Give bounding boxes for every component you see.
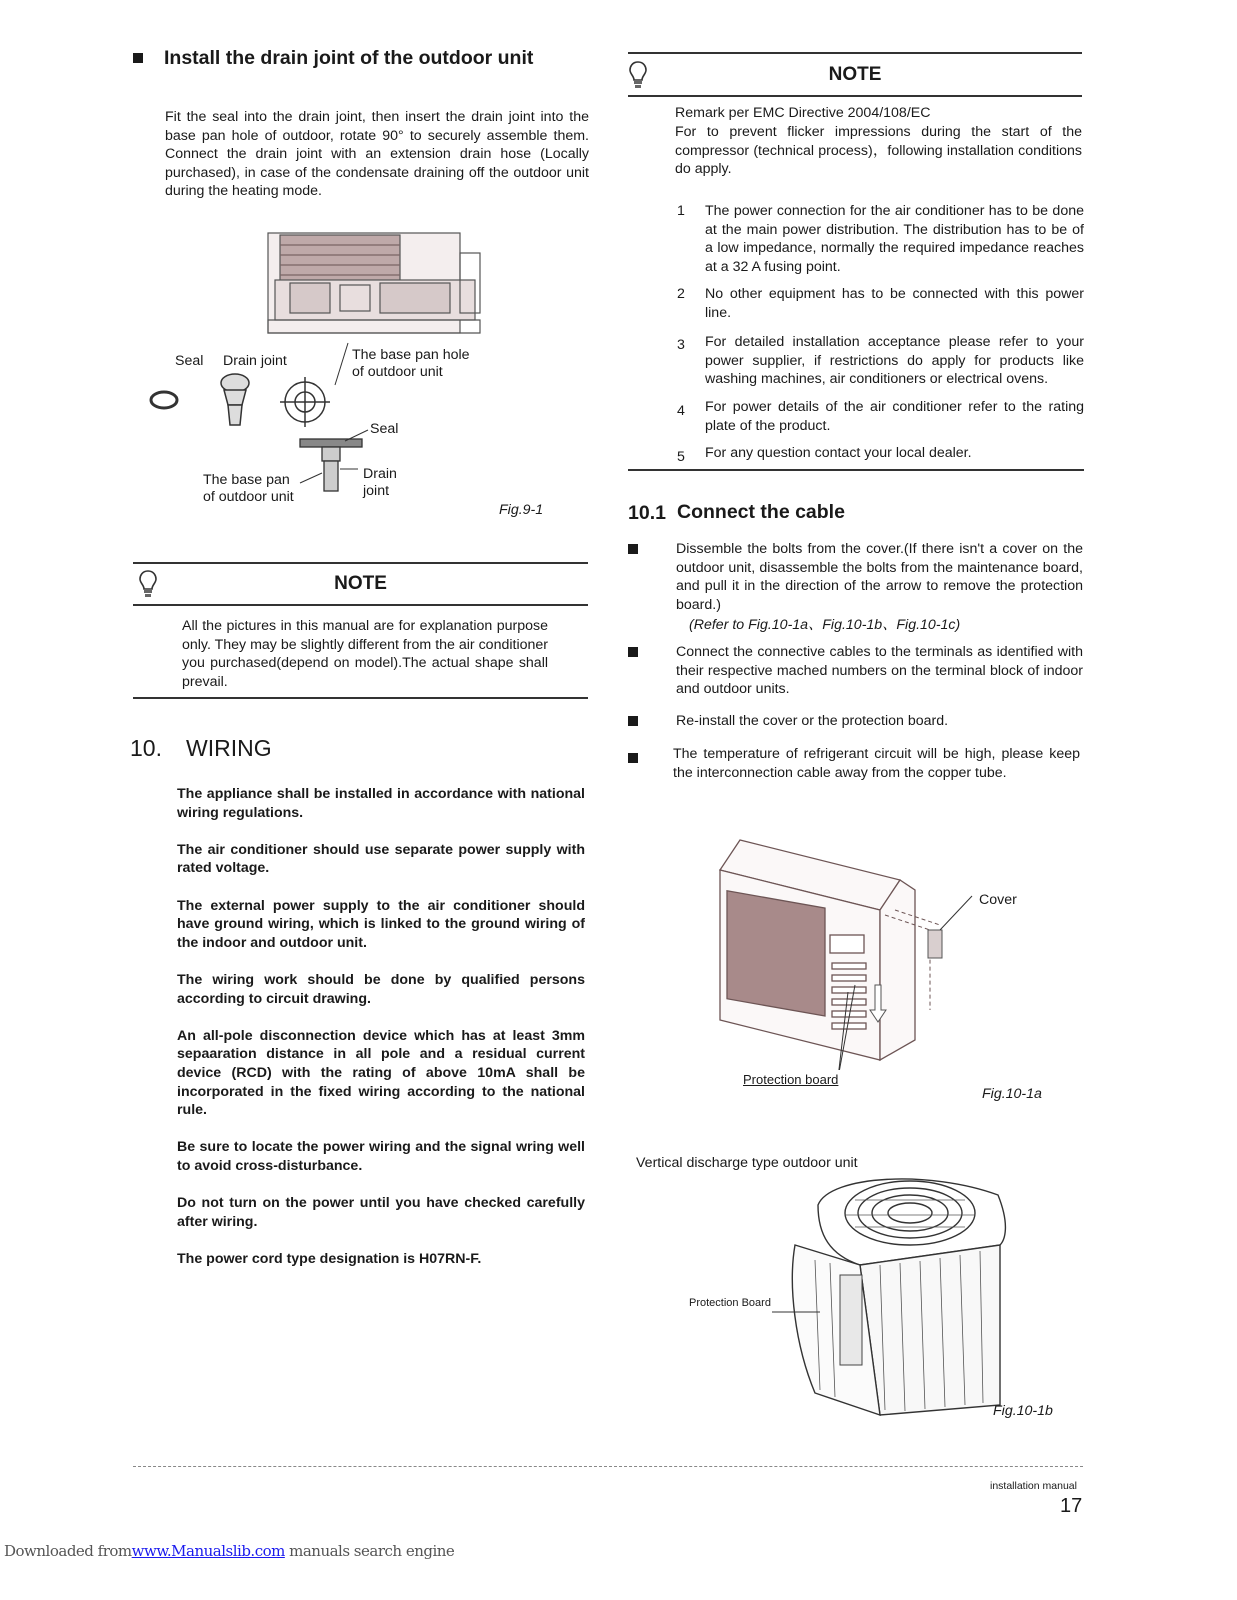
left-note-title: NOTE (334, 573, 387, 594)
note-item-text: No other equipment has to be connected with this power line. (705, 286, 1084, 321)
fig10a-caption: Fig.10-1a (982, 1086, 1042, 1102)
fig10b-caption: Fig.10-1b (993, 1403, 1053, 1419)
wiring-paragraphs (177, 785, 585, 1287)
fig10a-label-protection-board: Protection board (743, 1072, 839, 1087)
wiring-paragraph: The appliance shall be installed in accordance with national wiring regulations. (177, 786, 585, 821)
downloaded-from-text: Downloaded from (4, 1542, 132, 1560)
fig-10-1a-outdoor-unit-illustration (700, 830, 1000, 1070)
note-item-text: For any question contact your local dealer. (705, 445, 972, 461)
fig9-caption: Fig.9-1 (499, 502, 544, 518)
cable-item-text: Dissemble the bolts from the cover.(If there isn't a cover on the outdoor unit, disassemble the bolts from the maintenance board, and pull it in the direction of the arrow to remove the protection board.) (676, 541, 1083, 613)
wiring-paragraph: An all-pole disconnection device which has at least 3mm sepaaration distance in all pole and a residual current device (RCD) with the rating of above 10mA shall be incorporated in the fixed wiring according to the national rule. (177, 1027, 585, 1119)
fig10a-label-cover: Cover (979, 892, 1017, 908)
cable-item-text: Connect the connective cables to the terminals as identified with their respective mached numbers on the terminal block of indoor and outdoor units. (676, 644, 1083, 698)
fig-10-1b-vertical-unit-illustration (680, 1165, 1040, 1425)
left-note-text: All the pictures in this manual are for explanation purpose only. They may be slightly different from the air conditioner you purchased(depend on model).The actual shape shall prevail. (182, 618, 548, 690)
bullet-square (628, 647, 638, 657)
note-item-text: For power details of the air conditioner refer to the rating plate of the product. (705, 399, 1084, 434)
right-note-intro-2: For to prevent flicker impressions during the start of the compressor (technical process)，following installation conditions do apply. (675, 124, 1082, 178)
left-note-bottom-rule (133, 697, 588, 699)
fig10b-title: Vertical discharge type outdoor unit (636, 1155, 858, 1171)
footer-manual-label: installation manual (990, 1480, 1077, 1492)
note-item-number: 4 (677, 403, 685, 419)
left-note-mid-rule (133, 604, 588, 606)
bullet-square (628, 753, 638, 763)
fig9-label-base-pan-hole-1: The base pan hole (352, 347, 470, 363)
bullet-square (628, 716, 638, 726)
drain-joint-paragraph: Fit the seal into the drain joint, then insert the drain joint into the base pan hole of outdoor, rotate 90° to securely assemble them. Connect the drain joint with an extension drain hose (Locally purchased), in case of the condensate draining off the outdoor unit during the heating mode. (165, 109, 589, 200)
note-item-text: For detailed installation acceptance please refer to your power supplier, if restrictions do apply for products like washing machines, air conditioners or electrical ovens. (705, 334, 1084, 388)
cable-section-number: 10.1 (628, 502, 666, 524)
note-item-number: 2 (677, 286, 685, 302)
bullet-square (628, 544, 638, 554)
left-note-top-rule (133, 562, 588, 564)
fig9-label-seal-2: Seal (370, 421, 399, 437)
right-note-intro: Remark per EMC Directive 2004/108/EC (675, 105, 931, 121)
note-item-number: 3 (677, 337, 685, 353)
cable-item-reference: (Refer to Fig.10-1a、Fig.10-1b、Fig.10-1c) (689, 617, 961, 633)
wiring-paragraph: The external power supply to the air conditioner should have ground wiring, which is linked to the ground wiring of the indoor and outdoor unit. (177, 897, 585, 951)
fig10b-label-protection-board: Protection Board (689, 1297, 771, 1309)
section-heading-drain-joint: Install the drain joint of the outdoor unit (164, 47, 534, 69)
right-note-mid-rule (628, 95, 1082, 97)
fig9-label-base-pan-2: of outdoor unit (203, 489, 294, 505)
wiring-paragraph: The wiring work should be done by qualified persons according to circuit drawing. (177, 971, 585, 1007)
wiring-paragraph: The power cord type designation is H07RN-F. (177, 1250, 482, 1267)
cable-section-title: Connect the cable (677, 501, 845, 523)
fig9-label-seal: Seal (175, 353, 204, 369)
search-engine-text: manuals search engine (284, 1542, 455, 1560)
fig9-label-base-pan-1: The base pan (203, 472, 290, 488)
fig9-label-drain-1: Drain (363, 466, 397, 482)
fig9-label-drain-joint: Drain joint (223, 353, 287, 369)
downloaded-from-line (4, 1542, 454, 1560)
note-item-number: 1 (677, 203, 685, 219)
heading-bullet (133, 53, 143, 63)
right-note-bottom-rule (628, 469, 1084, 471)
page-number: 17 (1060, 1495, 1083, 1517)
right-note-top-rule (628, 52, 1082, 54)
wiring-section-number: 10. (130, 735, 162, 761)
wiring-paragraph: The air conditioner should use separate power supply with rated voltage. (177, 841, 585, 877)
fig9-label-drain-2: joint (363, 483, 390, 499)
right-note-title: NOTE (828, 64, 882, 85)
wiring-paragraph: Do not turn on the power until you have checked carefully after wiring. (177, 1195, 585, 1230)
wiring-paragraph: Be sure to locate the power wiring and the signal wring well to avoid cross-disturbance. (177, 1139, 585, 1174)
footer-dashed-rule (133, 1466, 1083, 1467)
cable-item-text: Re-install the cover or the protection board. (676, 713, 949, 729)
manualslib-link[interactable]: www.Manualslib.com (131, 1542, 285, 1560)
fig9-label-base-pan-hole-2: of outdoor unit (352, 364, 443, 380)
wiring-section-title: WIRING (186, 735, 272, 761)
note-item-number: 5 (677, 449, 685, 465)
cable-item-text: The temperature of refrigerant circuit will be high, please keep the interconnection cable away from the copper tube. (673, 746, 1080, 781)
note-item-text: The power connection for the air conditioner has to be done at the main power distribution. The distribution has to be of a low impedance, normally the required impedance reaches at a 32 A fusing point. (705, 203, 1084, 275)
